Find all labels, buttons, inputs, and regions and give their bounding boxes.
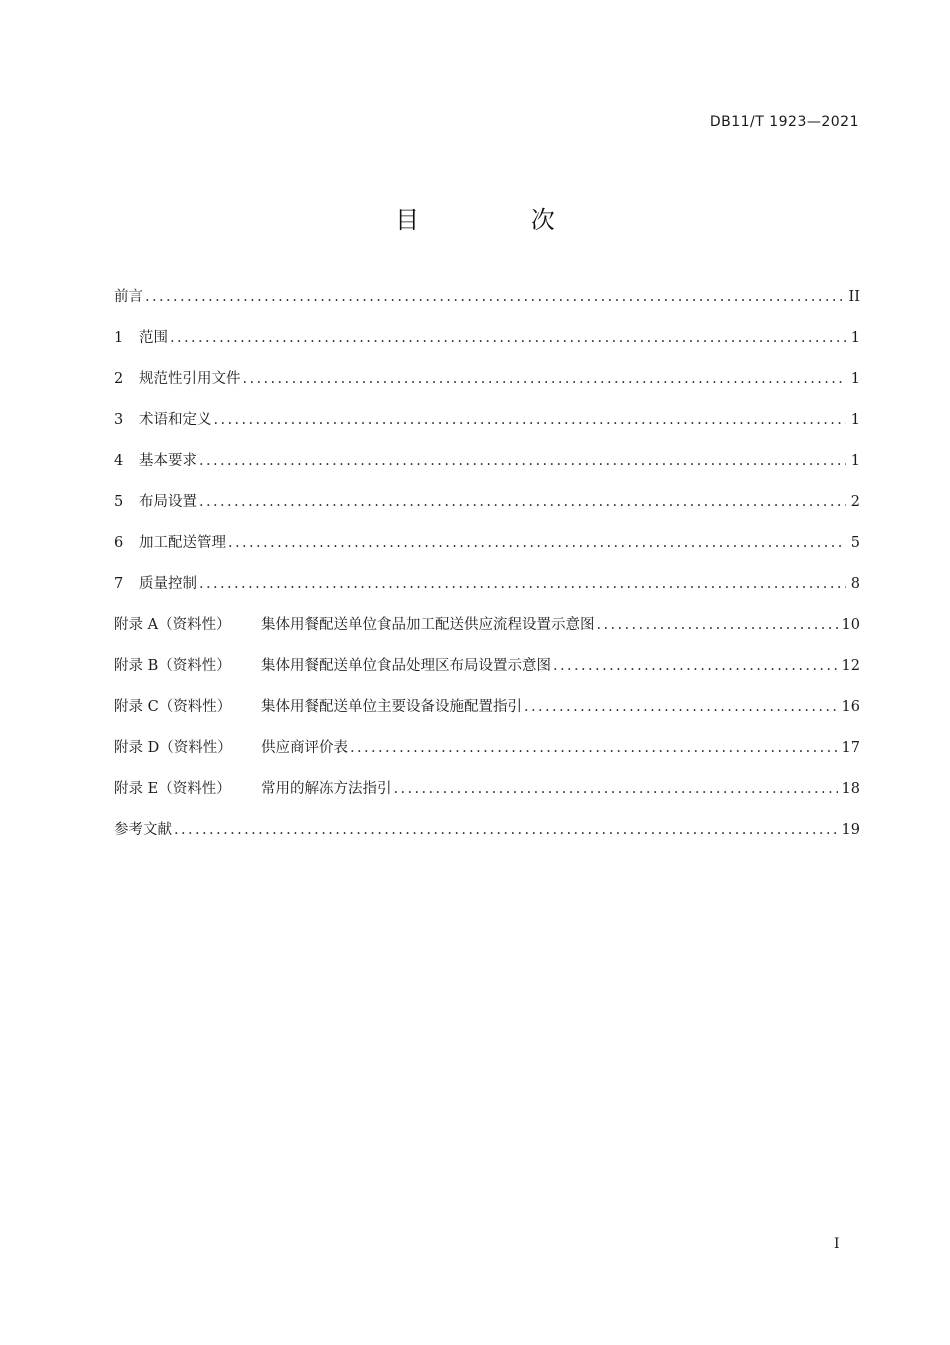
dot-leader xyxy=(145,284,845,310)
dot-leader xyxy=(170,325,846,351)
toc-entry-label: 常用的解冻方法指引 xyxy=(261,781,392,797)
toc-entry-1[interactable] xyxy=(114,325,860,366)
toc-entry-page: 10 xyxy=(841,617,860,633)
toc-entry-annex-d[interactable] xyxy=(114,735,860,776)
toc-entry-number: 2 xyxy=(114,371,124,387)
toc-entry-page: 5 xyxy=(850,535,860,551)
toc-entry-2[interactable] xyxy=(114,366,860,407)
toc-entry-page: II xyxy=(848,289,860,305)
dot-leader xyxy=(199,489,846,515)
toc-entry-label: 基本要求 xyxy=(139,453,197,469)
page-title: 目 次 xyxy=(395,206,607,234)
toc-entry-preface[interactable] xyxy=(114,284,860,325)
dot-leader xyxy=(597,612,838,638)
toc-annex-heading: 附录 D（资料性） xyxy=(114,740,232,756)
toc-entry-label: 参考文献 xyxy=(114,822,172,838)
toc-entry-page: 16 xyxy=(841,699,860,715)
toc-entry-number: 4 xyxy=(114,453,124,469)
toc-entry-label: 加工配送管理 xyxy=(139,535,226,551)
dot-leader xyxy=(243,366,847,392)
dot-leader xyxy=(199,571,846,597)
table-of-contents xyxy=(114,284,860,858)
toc-entry-page: 1 xyxy=(850,412,860,428)
dot-leader xyxy=(350,735,838,761)
dot-leader xyxy=(524,694,838,720)
toc-entry-number: 7 xyxy=(114,576,124,592)
toc-entry-number: 5 xyxy=(114,494,124,510)
toc-entry-label: 术语和定义 xyxy=(139,412,212,428)
dot-leader xyxy=(199,448,846,474)
toc-entry-number: 6 xyxy=(114,535,124,551)
toc-entry-7[interactable] xyxy=(114,571,860,612)
toc-entry-4[interactable] xyxy=(114,448,860,489)
toc-entry-6[interactable] xyxy=(114,530,860,571)
toc-entry-annex-e[interactable] xyxy=(114,776,860,817)
toc-annex-heading: 附录 E（资料性） xyxy=(114,781,231,797)
toc-entry-number: 1 xyxy=(114,330,124,346)
toc-entry-label: 前言 xyxy=(114,289,143,305)
toc-entry-label: 集体用餐配送单位食品处理区布局设置示意图 xyxy=(261,658,551,674)
toc-entry-label: 布局设置 xyxy=(139,494,197,510)
toc-entry-3[interactable] xyxy=(114,407,860,448)
toc-entry-page: 19 xyxy=(841,822,860,838)
toc-entry-label: 质量控制 xyxy=(139,576,197,592)
toc-entry-number: 3 xyxy=(114,412,124,428)
dot-leader xyxy=(228,530,846,556)
toc-annex-heading: 附录 C（资料性） xyxy=(114,699,232,715)
toc-entry-annex-a[interactable] xyxy=(114,612,860,653)
toc-entry-page: 1 xyxy=(850,330,860,346)
toc-entry-label: 集体用餐配送单位食品加工配送供应流程设置示意图 xyxy=(261,617,595,633)
toc-entry-references[interactable] xyxy=(114,817,860,858)
page-number: I xyxy=(834,1236,840,1252)
toc-entry-page: 12 xyxy=(841,658,860,674)
document-code: DB11/T 1923—2021 xyxy=(709,114,859,130)
toc-entry-annex-b[interactable] xyxy=(114,653,860,694)
toc-entry-page: 18 xyxy=(841,781,860,797)
toc-entry-5[interactable] xyxy=(114,489,860,530)
dot-leader xyxy=(174,817,838,843)
toc-entry-label: 集体用餐配送单位主要设备设施配置指引 xyxy=(261,699,522,715)
toc-entry-label: 范围 xyxy=(139,330,168,346)
toc-entry-annex-c[interactable] xyxy=(114,694,860,735)
toc-entry-page: 8 xyxy=(850,576,860,592)
dot-leader xyxy=(214,407,847,433)
toc-annex-heading: 附录 B（资料性） xyxy=(114,658,231,674)
toc-entry-page: 1 xyxy=(850,453,860,469)
toc-entry-label: 规范性引用文件 xyxy=(139,371,241,387)
toc-annex-heading: 附录 A（资料性） xyxy=(114,617,231,633)
toc-entry-page: 17 xyxy=(841,740,860,756)
toc-entry-label: 供应商评价表 xyxy=(261,740,348,756)
toc-entry-page: 1 xyxy=(850,371,860,387)
dot-leader xyxy=(394,776,838,802)
toc-entry-page: 2 xyxy=(850,494,860,510)
dot-leader xyxy=(553,653,838,679)
